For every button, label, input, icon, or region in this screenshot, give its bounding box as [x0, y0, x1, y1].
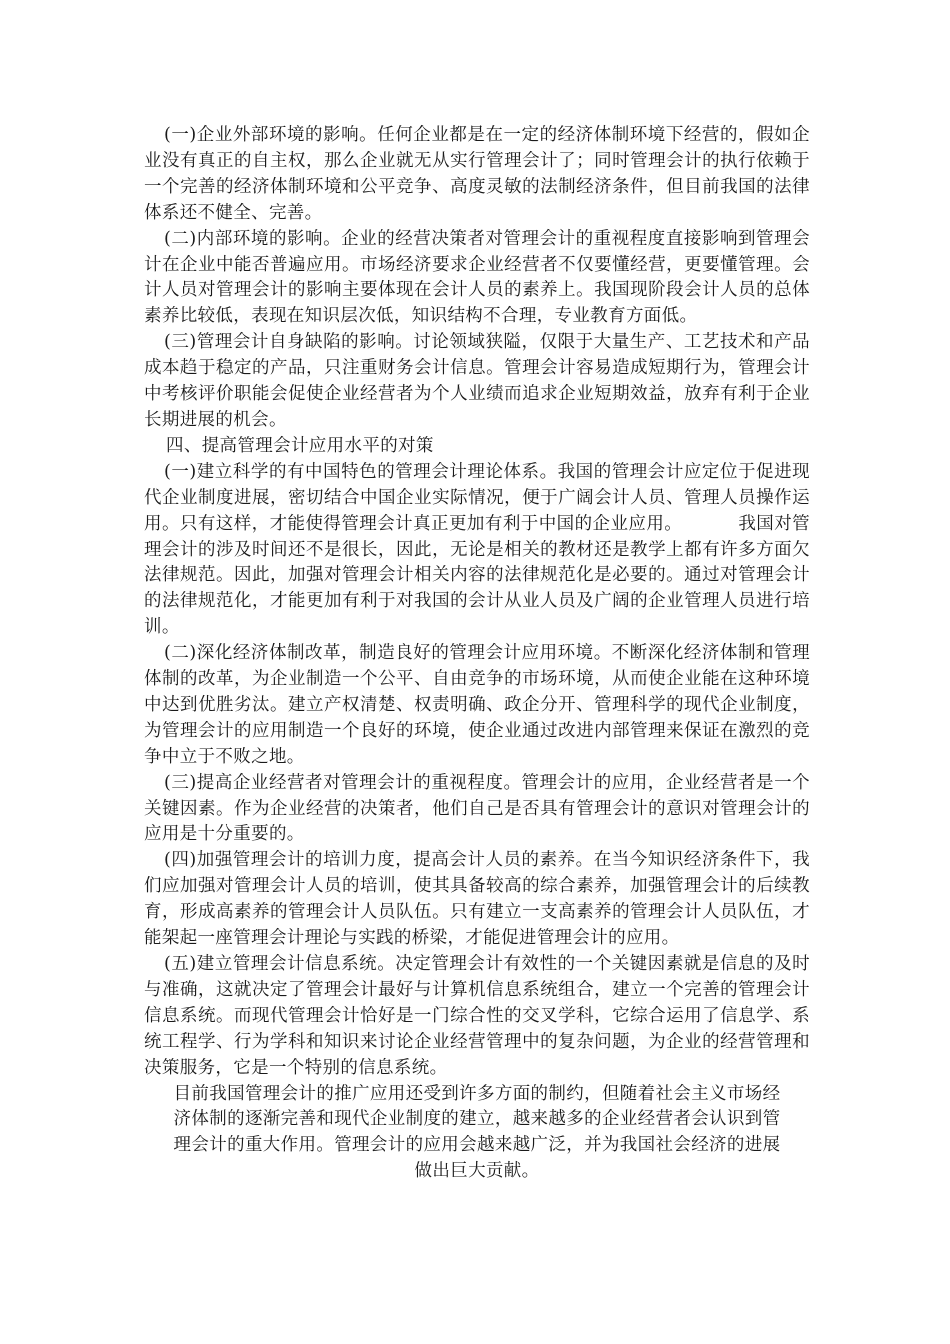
paragraph-internal-environment: (二)内部环境的影响。企业的经营决策者对管理会计的重视程度直接影响到管理会计在企业中能否普遍应用。市场经济要求企业经营者不仅要懂经营，更要懂管理。会计人员对管理会计的影响主要体现在会计人员的素养上。我国现阶段会计人员的总体素养比较低，表现在知识层次低，知识结构不合理，专业教育方面低。: [144, 228, 810, 327]
document-body: [144, 123, 810, 1185]
paragraph-theory-system-part2: 我国对管理会计的涉及时间还不是很长，因此，无论是相关的教材还是教学上都有许多方面欠法律规范。因此，加强对管理会计相关内容的法律规范化是必要的。通过对管理会计的法律规范化，才能更加有利于对我国的会计从业人员及广阔的企业管理人员进行培训。: [144, 513, 810, 638]
conclusion-line: 目前我国管理会计的推广应用还受到许多方面的制约，但随着社会主义市场经: [173, 1083, 781, 1104]
conclusion-line: 做出巨大贡献。: [414, 1161, 540, 1182]
section-heading-countermeasures: 四、提高管理会计应用水平的对策: [166, 435, 434, 456]
conclusion-line: 济体制的逐渐完善和现代企业制度的建立，越来越多的企业经营者会认识到管: [173, 1109, 781, 1130]
paragraph-external-environment: (一)企业外部环境的影响。任何企业都是在一定的经济体制环境下经营的，假如企业没有真正的自主权，那么企业就无从实行管理会计了；同时管理会计的执行依赖于一个完善的经济体制环境和公平竞争、高度灵敏的法制经济条件，但目前我国的法律体系还不健全、完善。: [144, 125, 810, 223]
conclusion-line: 理会计的重大作用。管理会计的应用会越来越广泛，并为我国社会经济的进展: [173, 1135, 781, 1156]
paragraph-self-defects: (三)管理会计自身缺陷的影响。讨论领域狭隘，仅限于大量生产、工艺技术和产品成本趋于稳定的产品，只注重财务会计信息。管理会计容易造成短期行为，管理会计中考核评价职能会促使企业经营者为个人业绩而追求企业短期效益，放弃有利于企业长期进展的机会。: [144, 332, 810, 430]
conclusion-paragraph: [144, 1082, 810, 1186]
paragraph-managers-attention: (三)提高企业经营者对管理会计的重视程度。管理会计的应用，企业经营者是一个关键因素。作为企业经营的决策者，他们自己是否具有管理会计的意识对管理会计的应用是十分重要的。: [144, 772, 810, 845]
paragraph-economic-reform: (二)深化经济体制改革，制造良好的管理会计应用环境。不断深化经济体制和管理体制的改革，为企业制造一个公平、自由竞争的市场环境，从而使企业能在这种环境中达到优胜劣汰。建立产权清楚、权责明确、政企分开、管理科学的现代企业制度，为管理会计的应用制造一个良好的环境，使企业通过改进内部管理来保证在激烈的竞争中立于不败之地。: [144, 643, 810, 767]
paragraph-information-system: (五)建立管理会计信息系统。决定管理会计有效性的一个关键因素就是信息的及时与准确，这就决定了管理会计最好与计算机信息系统组合，建立一个完善的管理会计信息系统。而现代管理会计恰好是一门综合性的交叉学科，它综合运用了信息学、系统工程学、行为学科和知识来讨论企业经营管理中的复杂问题，为企业的经营管理和决策服务，它是一个特别的信息系统。: [144, 954, 810, 1078]
paragraph-theory-system-part1: (一)建立科学的有中国特色的管理会计理论体系。我国的管理会计应定位于促进现代企业制度进展，密切结合中国企业实际情况，便于广阔会计人员、管理人员操作运用。只有这样，才能使得管理会计真正更加有利于中国的企业应用。: [144, 461, 810, 534]
paragraph-training: (四)加强管理会计的培训力度，提高会计人员的素养。在当今知识经济条件下，我们应加强对管理会计人员的培训，使其具备较高的综合素养，加强管理会计的后续教育，形成高素养的管理会计人员队伍。只有建立一支高素养的管理会计人员队伍，才能架起一座管理会计理论与实践的桥梁，才能促进管理会计的应用。: [144, 850, 810, 949]
paragraph-theory-system: [144, 460, 810, 641]
